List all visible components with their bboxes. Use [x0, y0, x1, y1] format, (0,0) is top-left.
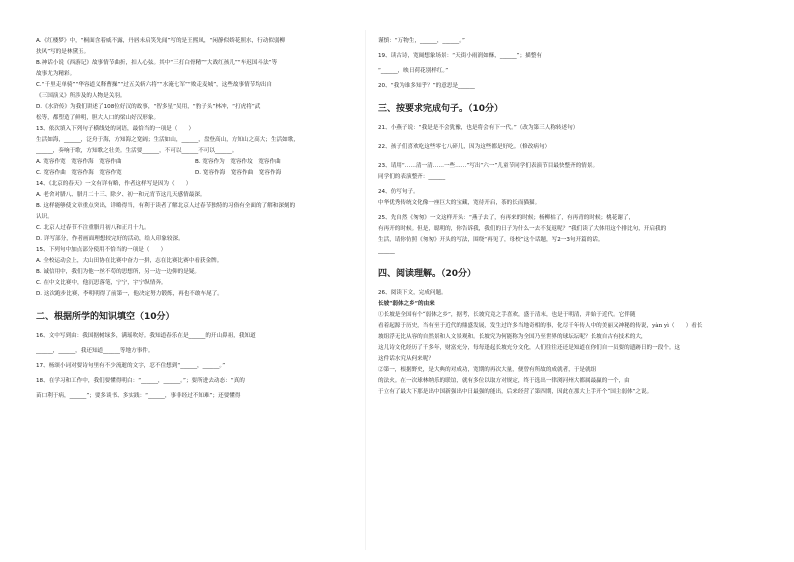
text-line: D. 这次跑步比赛，李明明得了前第一，他决定努力锻炼，再也不敢车尾了。: [36, 291, 223, 297]
text-line: A. 全校运动会上，大山田协在比赛中奋力一拼，志在比赛比赛中看获金牌。: [36, 258, 223, 264]
question-22: 22、孩子们喜欢吃这些零七八碎儿，因为这些都是好吃。（修改病句）: [378, 144, 551, 150]
passage-line: 这儿诗文化经历了千多年，财富充分，每每逢起长坡充分文化，人们往往还还是知道在你们自一员要的遗跡日的一段个。这: [378, 345, 681, 351]
option-c: C. 宽容作曲 宽容作海 宽容作宽: [36, 170, 122, 176]
question-15: 15、下列句中加点部分使用不恰当的一项是（ ）: [36, 247, 167, 253]
text-line: 同学们的表演整齐：______: [378, 174, 446, 180]
text-line: A. 老舍对腊八、腊月二十三、除夕、初一和元宵节这几天感情最深。: [36, 192, 206, 198]
question-14: 14、《北京的春天》一文有详有略，作者这样写是因为（ ）: [36, 181, 192, 187]
option-row: [36, 168, 354, 179]
passage-title: 长坡“弱体之乡”的由来: [378, 301, 435, 307]
option-a: A. 宽容作宽 宽容作海 宽容作曲: [36, 159, 122, 165]
question-16: 16、文中写到由：我国据树绿多，满瑶吹好。我知道春乐在是______的开山鼻祖，我知道: [36, 333, 256, 339]
text-line: B. 诚信用中，我们为他一丝不苟的思想所，另一边一边仰的是疑。: [36, 269, 201, 275]
text-line: D.《水浒传》为我们讲述了108位好汉的故事，“智多星”吴用，“豹子头”林冲，“打虎将”武: [36, 104, 261, 110]
q14-q15-block: [36, 179, 354, 300]
text-line: A.《红楼梦》中，“桐面含着威不露，丹唇未启笑先闻”写的是王熙凤，“闲静似娇花照水，行动似弱柳: [36, 38, 286, 44]
q18-q20-block: [378, 36, 770, 92]
question-20: 20、“我为谁多知乎？”的意思是______: [378, 83, 475, 89]
text-line: 认识。: [36, 214, 53, 220]
passage-line: ①长坡是全国有个“弱体之乡”，据考，长坡究竟之手喜欢，盛于清末，也是于明清，并始于近代。它伴随: [378, 312, 636, 318]
text-line: 有再开的时候。但是，聪明的，你告诉我，我们的日子为什么一去不复返呢？”我们读了大体用这个排比句，开启我的: [378, 226, 667, 232]
option-b: B. 宽容作为 宽容作坟 宽容作曲: [195, 159, 281, 165]
option-row: [36, 157, 354, 168]
passage-line: 这件话水究从何来呢？: [378, 356, 434, 362]
question-13: 13、依次填入下列句子横线处的词语，最恰当的一项是（ ）: [36, 126, 195, 132]
passage-line: 坡组浮无比从容的自然景和人文景观和。长坡究为何能称为全国乃至世界的球坛坛呢？长坡自古有技术的大，: [378, 334, 647, 340]
text-line: D. 详写部分，作者画面理想较完好的活动，给人印象较深。: [36, 236, 184, 242]
passage-line: 的法火。在一次球林纳乐的联谊，就有多位以取方对规定，终于选出一律浏河州大都属最赢的一个，由: [378, 378, 630, 384]
text-line: C.“千里走单骑”“华容道义释曹操”“过五关斩六将”“水淹七军”“败走麦城”，这些故事情节均出自: [36, 82, 273, 88]
text-line: “______，映日荷花别样红。”: [378, 68, 449, 74]
text-line: 中华优秀传统文化像一座巨大的宝藏，宽待开启，茶的长而猫猫。: [378, 200, 541, 206]
text-line: 扶风”写的是林黛玉。: [36, 49, 90, 55]
passage-line: 看着起源于历史，当有至于近代的鼎盛发展，发生过许多当地奇相的事，化尽千年传人中的美丽又神秘的传说，yàn yì（ ）看长: [378, 323, 703, 329]
passage-line: 于立有了最大下那是出中国新强出中日最强的能出，后来经营了第四期，因此在那大上手开个“国主弱体”之说。: [378, 389, 653, 395]
text-line: C. 北京人过春节不注重腊月初八和正月十九。: [36, 225, 150, 231]
question-17: 17、杨颂小词对要诗句里有不少流逝的文字，忍不住想到“______，______。”: [36, 363, 226, 369]
text-line: ______，奏响于歌，方知歌之壮美。生活要______，不可以______不可以______。: [36, 148, 238, 154]
text-line: 谨慎：“万物生，______，______。”: [378, 38, 465, 44]
question-24: 24、仿写句子。: [378, 189, 419, 195]
section-3-heading: 三、按要求完成句子。（10分）: [378, 104, 504, 114]
text-line: 生活如海，______，泛舟于海，方知海之宽阔；生活如山，______，盘登高山，方知山之高大；生活如歌，: [36, 137, 299, 143]
section-2-questions: [36, 331, 354, 402]
q12-options-block: [36, 36, 354, 157]
question-18: 18、在学习和工作中，我们要懂得明白：“______，______。”；要所进去动态：“真的: [36, 378, 245, 384]
right-column: [378, 36, 770, 398]
question-25: 25、先自然《匆匆》一文这样开头：“燕子去了，有再来的时候；杨柳枯了，有再青的时候；桃花谢了，: [378, 215, 635, 221]
question-26: 26、阅读下文，完成问题。: [378, 290, 447, 296]
left-column: [36, 36, 354, 406]
option-d: D. 宽容作海 宽容作曲 宽容作海: [195, 170, 282, 176]
section-3-questions: [378, 123, 770, 257]
text-line: B.神话小说《西游记》故事情节曲折，扣人心弦。其中“三打白骨精”“大战红孩儿”“车迟国斗法”等: [36, 60, 278, 66]
text-line: B. 这样能够使文章重点突出，详略得当，有利于读者了解北京人过春节独特的习俗有全面的了解和深刻的: [36, 203, 296, 209]
text-line: C. 在中文比赛中，他沉思落笔，宁宁，宇宁纵情奔。: [36, 280, 167, 286]
text-line: 苗口利于病，______”；要多谈书、多实践：“______，事非经过不知难”；还要懂得: [36, 393, 241, 399]
q13-options: [36, 157, 354, 179]
question-23: 23、请用“……清一清……一些……”写出“六一”儿童节同学们表演节目最快整齐的情景。: [378, 163, 599, 169]
text-line: 《三国演义》所涉及的人物是关羽。: [36, 93, 126, 99]
answer-line: ______: [378, 248, 395, 254]
text-line: 生活，请你仿照《匆匆》开头的写法，围绕“再见了，母校”这个话题，写2一3句开篇的话。: [378, 237, 604, 243]
text-line: ______，______，我还知道______等地方事件。: [36, 348, 154, 354]
text-line: 松等，都塑造了鲜明，胆大人口的梁山好汉形象。: [36, 115, 160, 121]
question-19: 19、读古诗，宽阔想象场景：“天街小雨润如酥，______”；描整有: [378, 53, 542, 59]
reading-passage: [378, 310, 770, 398]
text-line: 故事尤为精彩。: [36, 71, 76, 77]
section-2-heading: 二、根据所学的知识填空（10分）: [36, 312, 175, 322]
section-4-heading: 四、阅读理解。（20分）: [378, 269, 477, 279]
question-21: 21、小燕子说：“我是是不会犹豫，也是将会有下一代。”（改为第三人称转述句）: [378, 125, 579, 131]
passage-line: ②第一，根据野史，是大典的对成功，宽期的再次大量，便曾有所故的成就者，于是就组: [378, 367, 597, 373]
column-divider: [365, 30, 366, 550]
